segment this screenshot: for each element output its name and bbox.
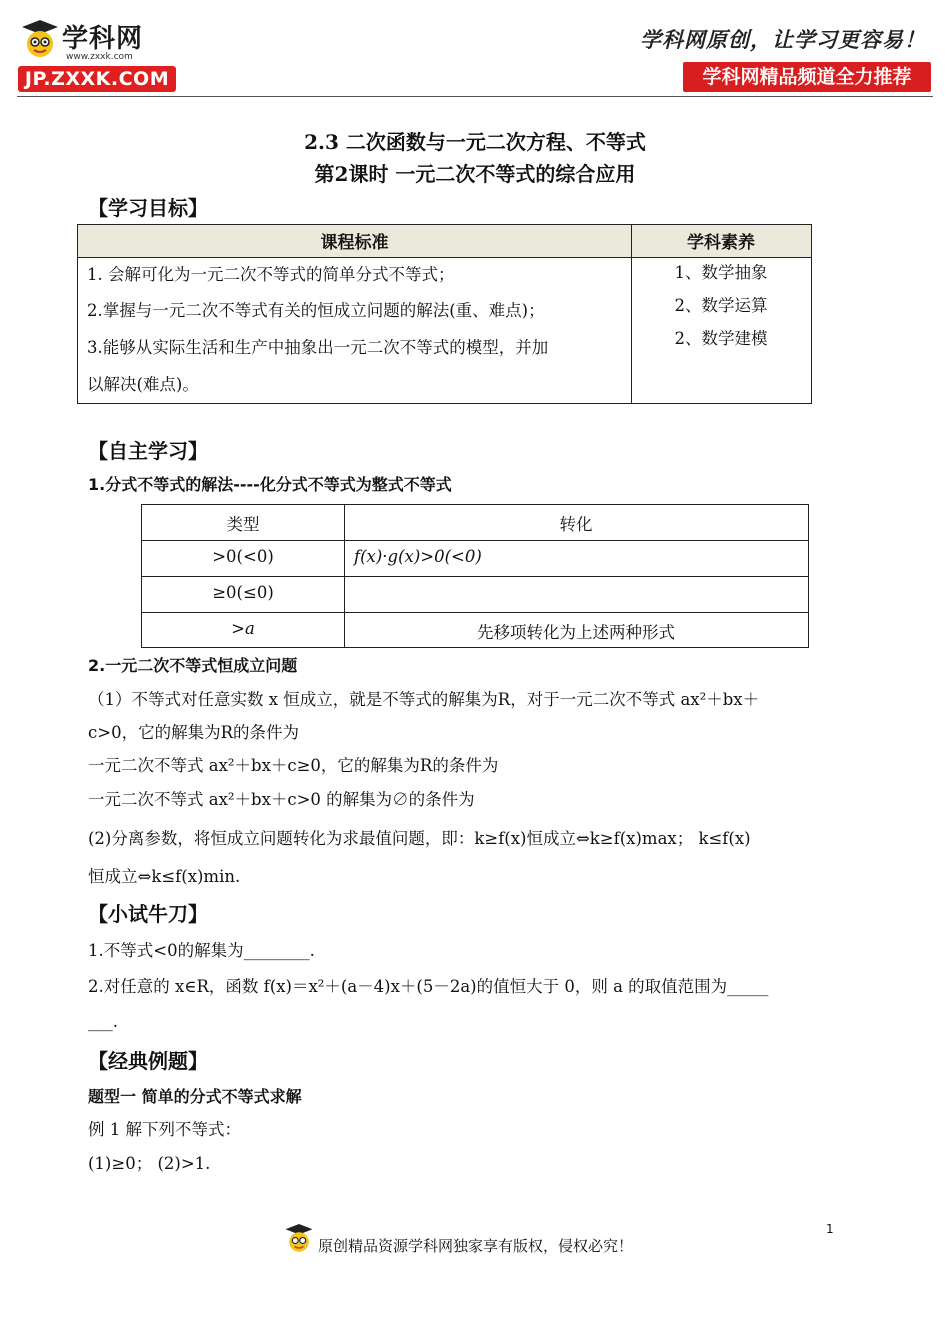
table-header-type: 类型 — [226, 515, 260, 534]
table-cell-type: >a — [231, 619, 255, 638]
exercise-item: 2.对任意的 x∈R，函数 f(x)＝x²＋(a－4)x＋(5－2a)的值恒大于 0，则 a 的取值范围为_____ — [88, 977, 769, 996]
header-divider — [17, 96, 933, 97]
paragraph: 一元二次不等式 ax²＋bx＋c>0 的解集为∅的条件为 — [88, 790, 475, 809]
try-heading: 【小试牛刀】 — [88, 902, 208, 926]
col-header-standards: 课程标准 — [320, 233, 389, 253]
exercise-item: 1.不等式<0的解集为________. — [88, 941, 315, 960]
table-cell-type: ≥0(≤0) — [212, 583, 274, 602]
paragraph: c>0，它的解集为R的条件为 — [88, 723, 299, 742]
page-title: 2.3 二次函数与一元二次方程、不等式 — [304, 130, 646, 154]
example-parts: (1)≥0； (2)>1. — [88, 1154, 211, 1173]
paragraph: （1）不等式对任意实数 x 恒成立，就是不等式的解集为R，对于一元二次不等式 ax²＋bx＋ — [88, 690, 760, 709]
self-study-sub1: 1.分式不等式的解法----化分式不等式为整式不等式 — [88, 475, 452, 494]
footer-copyright: 原创精品资源学科网独家享有版权，侵权必究！ — [318, 1237, 634, 1255]
objectives-heading: 【学习目标】 — [88, 196, 208, 220]
table-cell-conv: 先移项转化为上述两种形式 — [477, 623, 675, 642]
table-divider — [344, 505, 345, 647]
examples-heading: 【经典例题】 — [88, 1049, 208, 1073]
paragraph: 一元二次不等式 ax²＋bx＋c≥0，它的解集为R的条件为 — [88, 756, 499, 775]
logo-url-badge[interactable]: JP.ZXXK.COM — [18, 66, 176, 92]
example-prompt: 例 1 解下列不等式： — [88, 1120, 241, 1139]
exercise-item: ___. — [88, 1012, 118, 1031]
fraction-inequality-table — [141, 504, 809, 648]
table-row — [142, 505, 808, 541]
recommend-banner: 学科网精品频道全力推荐 — [683, 62, 931, 92]
standard-item: 1. 会解可化为一元二次不等式的简单分式不等式； — [87, 265, 455, 284]
paragraph: 恒成立⇔k≤f(x)min. — [88, 867, 241, 886]
table-cell-type: >0(<0) — [212, 547, 274, 566]
table-row — [142, 613, 808, 649]
self-study-heading: 【自主学习】 — [88, 439, 208, 463]
self-study-sub2: 2.一元二次不等式恒成立问题 — [88, 656, 298, 675]
col-header-literacy: 学科素养 — [687, 233, 755, 253]
table-row — [142, 577, 808, 613]
standard-item: 2.掌握与一元二次不等式有关的恒成立问题的解法(重、难点)； — [87, 301, 545, 320]
example-type-heading: 题型一 简单的分式不等式求解 — [88, 1087, 302, 1106]
paragraph: (2)分离参数，将恒成立问题转化为求最值问题，即：k≥f(x)恒成立⇔k≥f(x)max； k≤f(x) — [88, 829, 751, 848]
standard-item: 3.能够从实际生活和生产中抽象出一元二次不等式的模型，并加 — [87, 338, 549, 357]
footer-mascot-icon — [284, 1222, 314, 1256]
literacy-item: 1、数学抽象 — [674, 263, 768, 282]
logo-text: 学科网 — [62, 24, 144, 54]
literacy-item: 2、数学运算 — [674, 296, 768, 315]
header-slogan: 学科网原创，让学习更容易！ — [640, 27, 926, 52]
page-subtitle: 第2课时 一元二次不等式的综合应用 — [314, 162, 636, 186]
table-header-conv: 转化 — [559, 515, 593, 534]
table-cell-conv: f(x)·g(x)>0(<0) — [354, 547, 482, 566]
table-row — [142, 541, 808, 577]
literacy-item: 2、数学建模 — [674, 329, 768, 348]
standard-item: 以解决(难点)。 — [87, 375, 199, 394]
objectives-table — [77, 224, 812, 404]
logo-mascot-icon — [20, 18, 60, 62]
page-number: 1 — [826, 1222, 834, 1236]
logo-small-url: www.zxxk.com — [66, 52, 133, 62]
